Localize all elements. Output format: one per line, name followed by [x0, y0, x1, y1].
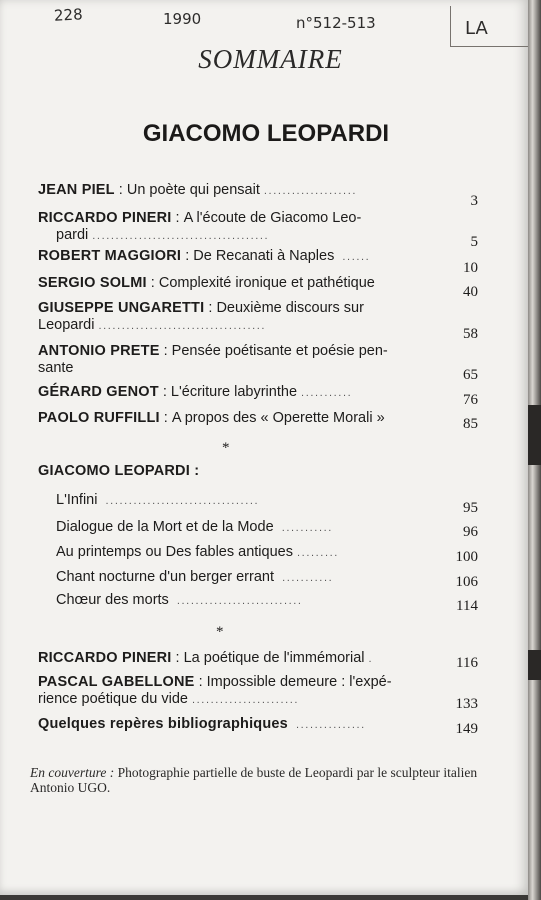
entry-title: A l'écoute de Giacomo Leo- — [183, 210, 362, 226]
entry-title: Deuxième discours sur — [216, 300, 364, 316]
catalog-label-box — [450, 6, 529, 47]
entry-author: ANTONIO PRETE — [38, 343, 160, 359]
toc-entry: ANTONIO PRETE : Pensée poétisante et poésie pen- sante — [38, 343, 388, 376]
entry-title-cont: sante — [38, 360, 74, 376]
page-number: 114 — [456, 598, 478, 614]
page-number: 85 — [463, 416, 478, 432]
entry-author: ROBERT MAGGIORI — [38, 248, 182, 264]
leader-dots: ........... — [301, 387, 353, 399]
page-number: 10 — [463, 260, 478, 276]
entry-title: Impossible demeure : l'expé- — [206, 674, 392, 690]
toc-subentry — [56, 519, 416, 537]
separator-star: * — [216, 624, 224, 640]
leader-dots: ............... — [296, 719, 366, 731]
entry-title: La poétique de l'immémorial — [183, 650, 365, 666]
toc-entry: PAOLO RUFFILLI : A propos des « Operette Morali » — [38, 410, 385, 426]
page-number: 116 — [456, 655, 478, 671]
page-number: 106 — [455, 574, 478, 590]
page-number: 133 — [455, 696, 478, 712]
leader-dots: .................... — [263, 185, 358, 197]
page-number: 96 — [463, 524, 478, 540]
page-number: 58 — [463, 326, 478, 342]
separator-star: * — [222, 440, 230, 456]
toc-entry: ROBERT MAGGIORI : De Recanati à Naples ...... — [38, 248, 371, 264]
page-number: 95 — [463, 500, 478, 516]
toc-entry: RICCARDO PINERI : A l'écoute de Giacomo Leo- pardi ...................................... — [38, 210, 362, 243]
entry-title: Chœur des morts — [56, 592, 169, 608]
entry-title: Un poète qui pensait — [126, 182, 260, 198]
entry-author: SERGIO SOLMI — [38, 275, 147, 291]
leader-dots: ...... — [342, 251, 371, 263]
entry-title: A propos des « Operette Morali » — [171, 410, 385, 426]
entry-author: JEAN PIEL — [38, 182, 115, 198]
entry-title-cont: rience poétique du vide — [38, 691, 188, 707]
leader-dots: ......... — [297, 547, 339, 559]
entry-title: Complexité ironique et pathétique — [158, 275, 375, 291]
cover-label: En couverture : — [30, 765, 115, 780]
page-edge-shadow — [528, 0, 541, 900]
entry-title: L'écriture labyrinthe — [170, 384, 298, 400]
entry-title: Au printemps ou Des fables antiques — [56, 544, 293, 560]
toc-entry: GÉRARD GENOT : L'écriture labyrinthe ........... — [38, 384, 353, 400]
handwritten-code: LA — [465, 18, 488, 39]
section-heading — [38, 463, 433, 480]
cover-text: Photographie partielle de buste de Leopardi par le sculpteur italien Antonio UGO. — [30, 765, 478, 795]
entry-author: RICCARDO PINERI — [38, 210, 172, 226]
entry-title-cont: pardi — [56, 227, 89, 243]
leader-dots: ........... — [282, 572, 334, 584]
entry-title-cont: Leopardi — [38, 317, 95, 333]
leader-dots: ....................... — [191, 694, 300, 706]
page-number: 149 — [455, 721, 478, 737]
page-number: 76 — [463, 392, 478, 408]
page-number: 40 — [463, 284, 478, 300]
entry-title: Chant nocturne d'un berger errant — [56, 569, 274, 585]
leader-dots: .................................... — [98, 320, 267, 332]
sommaire-heading: SOMMAIRE — [198, 44, 343, 74]
entry-title: Quelques repères bibliographiques — [38, 716, 288, 732]
cover-credit — [30, 765, 490, 795]
handwritten-year: 1990 — [163, 10, 202, 28]
toc-subentry — [56, 592, 416, 610]
leader-dots: ................................. — [105, 495, 260, 507]
toc-subentry — [56, 569, 416, 587]
toc-entry: SERGIO SOLMI : Complexité ironique et pathétique — [38, 275, 375, 291]
entry-author: RICCARDO PINERI — [38, 650, 172, 666]
entry-title: Dialogue de la Mort et de la Mode — [56, 519, 274, 535]
issue-title: GIACOMO LEOPARDI — [142, 120, 390, 147]
page-number: 3 — [470, 193, 478, 209]
toc-entry: GIUSEPPE UNGARETTI : Deuxième discours sur Leopardi .................................... — [38, 300, 364, 333]
section-author: GIACOMO LEOPARDI : — [38, 463, 200, 479]
entry-author: PASCAL GABELLONE — [38, 674, 195, 690]
handwritten-number: 228 — [53, 5, 84, 25]
toc-entry: PASCAL GABELLONE : Impossible demeure : l'expé- rience poétique du vide ....................... — [38, 674, 392, 707]
leader-dots: ........... — [281, 522, 333, 534]
toc-subentry — [56, 492, 416, 510]
page-number: 5 — [470, 234, 478, 250]
leader-dots: ........................... — [176, 595, 303, 607]
handwritten-issue: n°512-513 — [296, 14, 376, 32]
toc-entry: RICCARDO PINERI : La poétique de l'immémorial . — [38, 650, 374, 666]
page-number: 100 — [455, 549, 478, 565]
toc-entry — [38, 716, 433, 734]
entry-author: GIUSEPPE UNGARETTI — [38, 300, 205, 316]
leader-dots: ...................................... — [92, 230, 270, 242]
entry-title: De Recanati à Naples — [193, 248, 335, 264]
entry-title: Pensée poétisante et poésie pen- — [171, 343, 388, 359]
torn-edge — [528, 650, 541, 680]
toc-subentry — [56, 544, 416, 562]
entry-title: L'Infini — [56, 492, 98, 508]
entry-author: PAOLO RUFFILLI — [38, 410, 160, 426]
leader-dots: . — [368, 653, 374, 665]
toc-entry: JEAN PIEL : Un poète qui pensait .................... — [38, 182, 358, 198]
torn-edge — [528, 405, 541, 465]
entry-author: GÉRARD GENOT — [38, 384, 159, 400]
page-number: 65 — [463, 367, 478, 383]
